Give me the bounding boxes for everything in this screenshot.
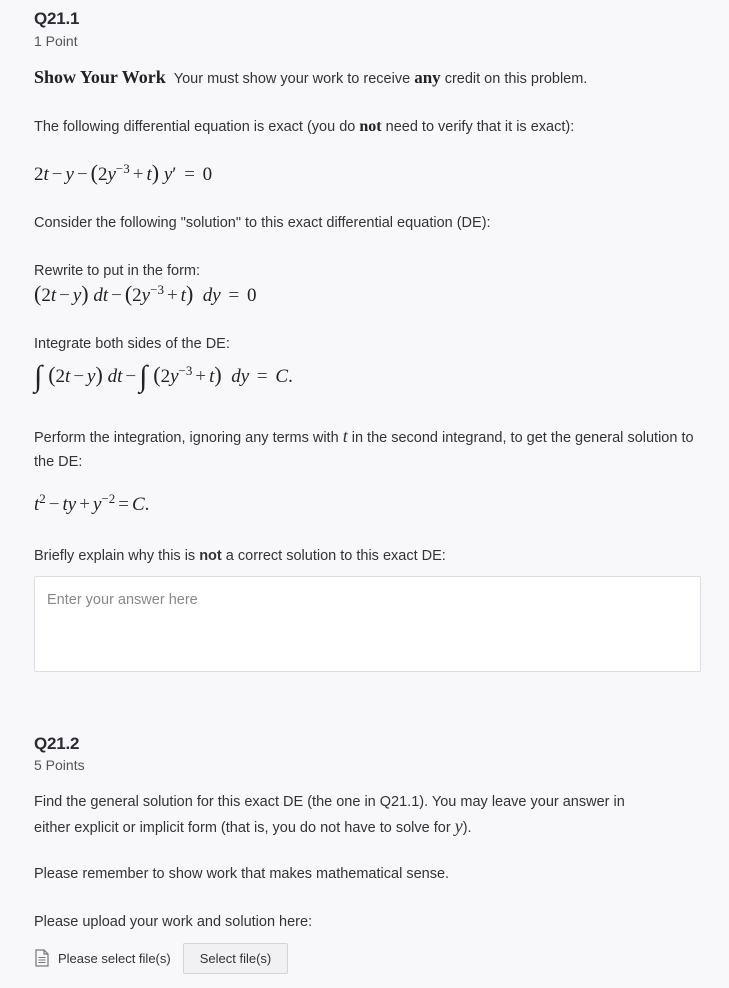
explain-text-end: a correct solution to this exact DE: <box>225 548 446 564</box>
intro-text: The following differential equation is exact (you do <box>34 119 356 135</box>
document-icon <box>34 949 50 967</box>
emphasis-not: not <box>359 118 382 135</box>
perform-text-mid: in the second integrand, to get the general <box>351 430 624 446</box>
question-title: Q21.1 <box>34 9 80 28</box>
variable-y: y <box>454 816 463 836</box>
explain-text: Briefly explain why this is <box>34 548 196 564</box>
file-status: Please select file(s) <box>58 950 171 966</box>
file-upload-row <box>34 942 288 974</box>
show-work-label: Show Your Work <box>34 67 166 87</box>
perform-paragraph <box>34 424 704 474</box>
perform-text: Perform the integration, ignoring any terms with <box>34 430 339 446</box>
rewrite-text: Rewrite to put in the form: <box>34 263 201 279</box>
remember-text: Please remember to show work that makes mathematical sense. <box>34 866 450 882</box>
emphasis-any: any <box>414 68 441 87</box>
emphasis-not: not <box>199 548 222 564</box>
answer-textarea-container[interactable] <box>34 576 701 672</box>
question-points: 1 Point <box>34 33 78 49</box>
question-title: Q21.2 <box>34 734 80 753</box>
intro-paragraph <box>34 115 574 139</box>
find-paragraph <box>34 790 714 840</box>
find-text-end: ). <box>462 820 472 836</box>
variable-t: t <box>342 426 348 446</box>
explain-prompt <box>34 544 446 568</box>
equation-integrated: ∫ (2t − y) dt − ∫ $(2y^{-3} + t)$ dy = C. <box>34 360 293 393</box>
answer-textarea[interactable] <box>35 577 700 671</box>
consider-text: Consider the following "solution" to this exact differential equation (DE): <box>34 215 491 231</box>
equation-proposed-solution: $t^2$ − ty + $y^{-2} = C$. <box>34 491 150 515</box>
question-points: 5 Points <box>34 757 85 773</box>
perform-text-end: solution to the DE: <box>34 430 694 470</box>
equation-exact-de: $2t - y - (2y^{-3} + t) y' = 0$ <box>34 160 213 185</box>
select-files-button[interactable]: Select file(s) <box>183 943 289 974</box>
find-text: Find the general solution for this exact DE (the one in Q21.1). You may leave your answer in <box>34 794 625 810</box>
show-work-text-end: credit on this problem. <box>444 71 588 87</box>
intro-text-end: need to verify that it is exact): <box>385 119 575 135</box>
integrate-text: Integrate both sides of the DE: <box>34 336 230 352</box>
find-text-line2: either explicit or implicit form (that is, you do not have to solve for <box>34 820 451 836</box>
upload-prompt: Please upload your work and solution here: <box>34 914 313 930</box>
equation-differential-form: (2t − y) dt − $(2y^{-3} + t)$ dy = 0 <box>34 281 257 306</box>
show-work-text: Your must show your work to receive <box>173 71 411 87</box>
show-work-notice <box>34 65 587 91</box>
